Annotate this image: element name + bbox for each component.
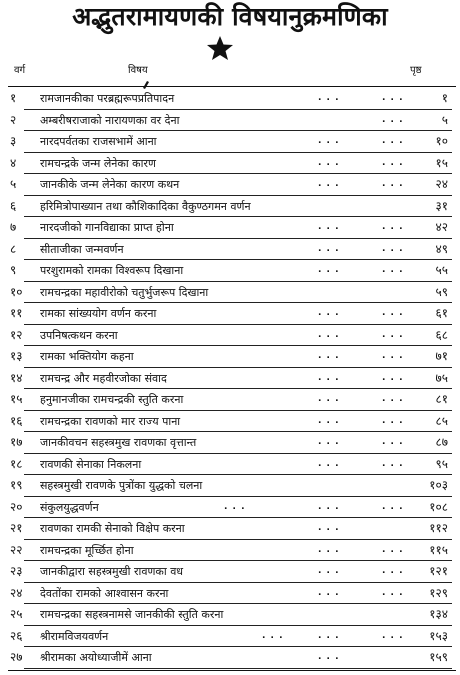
leader-dots: . . .: [382, 93, 404, 103]
page-number: ३१: [435, 198, 448, 213]
chapter-number: ९: [10, 263, 17, 277]
chapter-subject: रामचन्द्रका रावणको मार राज्य पाना: [40, 414, 181, 428]
chapter-subject: रावणकी सेनाका निकलना: [40, 457, 142, 471]
page-number: ७५: [435, 370, 448, 385]
contents-row: [0, 303, 460, 325]
leader-dots: . . .: [382, 157, 404, 168]
chapter-subject: नारदपर्वतका राजसभामें आना: [40, 135, 157, 148]
page-number: १०: [435, 134, 448, 148]
chapter-subject: श्रीरामका अयोध्याजीमें आना: [40, 651, 152, 664]
chapter-subject: अम्बरीषराजाको नारायणका वर देना: [40, 113, 180, 127]
page-number: ५: [441, 112, 448, 127]
header-rule: [8, 86, 456, 87]
leader-dots: . . .: [318, 222, 340, 232]
contents-row: [0, 475, 460, 497]
chapter-subject: रामचन्द्रका सहस्त्रनामसे जानकीकी स्तुति करना: [40, 608, 224, 621]
contents-row: [0, 626, 460, 648]
chapter-number: ११: [10, 306, 23, 320]
contents-row: [0, 110, 460, 132]
leader-dots: . . .: [382, 372, 404, 383]
chapter-subject: रामचन्द्रका मूर्च्छित होना: [40, 543, 134, 557]
chapter-number: २५: [10, 607, 23, 621]
contents-row: [0, 325, 460, 347]
row-divider: [24, 668, 452, 669]
page-number: ८१: [435, 392, 448, 406]
leader-dots: . . .: [382, 308, 404, 318]
leader-dots: . . .: [382, 566, 404, 576]
page-number: ११२: [429, 521, 448, 535]
chapter-subject: रामका भक्तियोग कहना: [40, 350, 134, 363]
page-number: ४२: [435, 220, 448, 234]
leader-dots: . . .: [382, 394, 404, 404]
chapter-number: १०: [10, 284, 23, 299]
page-number: १२९: [429, 585, 448, 600]
leader-dots: . . .: [318, 265, 340, 275]
leader-dots: . . .: [382, 222, 404, 232]
page-number: २४: [435, 177, 448, 191]
page-number: ५९: [435, 284, 448, 299]
chapter-subject: जानकीद्वारा सहस्त्रमुखी रावणका वध: [40, 565, 184, 578]
page-number: ९५: [435, 456, 448, 471]
page-number: ६८: [435, 327, 448, 342]
leader-dots: . . .: [318, 136, 340, 146]
contents-row: [0, 174, 460, 196]
chapter-number: १७: [10, 435, 23, 449]
leader-dots: . . .: [318, 329, 340, 340]
chapter-subject: रावणका रामकी सेनाको विक्षेप करना: [40, 522, 185, 535]
leader-dots: . . .: [382, 136, 404, 146]
leader-dots: . . .: [318, 394, 340, 404]
leader-dots: . . .: [318, 243, 340, 254]
leader-dots: . . .: [318, 437, 340, 447]
contents-row: [0, 604, 460, 626]
leader-dots: . . .: [224, 501, 246, 512]
leader-dots: . . .: [382, 544, 404, 555]
contents-row: [0, 346, 460, 368]
column-header-subject: विषय: [128, 65, 148, 76]
chapter-number: २२: [10, 542, 23, 557]
chapter-subject: हनुमानजीका रामचन्द्रकी स्तुति करना: [40, 393, 184, 406]
leader-dots: . . .: [318, 630, 340, 641]
chapter-subject: जानकीवचन सहस्त्रमुख रावणका वृत्तान्त: [40, 436, 197, 449]
leader-dots: . . .: [318, 415, 340, 426]
contents-row: [0, 260, 460, 282]
leader-dots: . . .: [382, 329, 404, 340]
leader-dots: . . .: [262, 630, 284, 641]
page-title: अद्भुतरामायणकी विषयानुक्रमणिका: [72, 2, 388, 31]
contents-row: [0, 411, 460, 433]
page-number: १५३: [429, 628, 448, 643]
leader-dots: . . .: [318, 351, 340, 361]
chapter-number: १: [10, 91, 17, 105]
page-number: ६१: [435, 306, 448, 320]
chapter-subject: उपनिषत्कथन करना: [40, 328, 118, 342]
page-number: १२१: [429, 564, 448, 578]
chapter-subject: रामचन्द्रका महावीरोको चतुर्भुजरूप दिखाना: [40, 285, 209, 299]
leader-dots: . . .: [318, 157, 340, 168]
contents-row: [0, 131, 460, 153]
leader-dots: . . .: [382, 630, 404, 641]
page-number: १५९: [429, 650, 448, 664]
contents-row: [0, 647, 460, 669]
leader-dots: . . .: [318, 587, 340, 598]
leader-dots: . . .: [382, 587, 404, 598]
contents-row: [0, 583, 460, 605]
page-number: १०८: [429, 499, 448, 514]
leader-dots: . . .: [382, 243, 404, 254]
leader-dots: . . .: [318, 523, 340, 533]
chapter-number: २: [10, 112, 17, 127]
chapter-number: १९: [10, 478, 23, 492]
leader-dots: . . .: [382, 458, 404, 469]
contents-row: [0, 153, 460, 175]
page-number: १५: [435, 155, 448, 170]
contents-row: [0, 432, 460, 454]
chapter-number: ७: [10, 220, 17, 234]
chapter-subject: श्रीरामविजयवर्णन: [40, 629, 109, 643]
chapter-number: २१: [10, 521, 23, 535]
leader-dots: . . .: [318, 652, 340, 662]
leader-dots: . . .: [382, 179, 404, 189]
chapter-number: ६: [10, 198, 17, 213]
chapter-subject: रामचन्द्रके जन्म लेनेका कारण: [40, 156, 156, 170]
leader-dots: . . .: [318, 501, 340, 512]
contents-row: [0, 217, 460, 239]
page-number: ८५: [435, 413, 448, 428]
chapter-subject: सीताजीका जन्मवर्णन: [40, 242, 124, 256]
contents-list: [0, 88, 460, 669]
chapter-subject: रामका सांख्ययोग वर्णन करना: [40, 307, 157, 320]
chapter-number: १२: [10, 327, 23, 342]
leader-dots: . . .: [318, 544, 340, 555]
chapter-subject: परशुरामको रामका विश्वरूप दिखाना: [40, 264, 184, 277]
contents-row: [0, 497, 460, 519]
star-ornament-icon: [206, 35, 234, 61]
chapter-number: १५: [10, 392, 23, 406]
chapter-subject: जानकीके जन्म लेनेका कारण कथन: [40, 178, 180, 191]
contents-row: [0, 518, 460, 540]
chapter-number: ३: [10, 134, 17, 148]
leader-dots: . . .: [382, 114, 404, 125]
column-header-chapter: वर्ग: [14, 65, 26, 76]
chapter-number: २७: [10, 650, 23, 664]
leader-dots: . . .: [382, 351, 404, 361]
contents-row: [0, 561, 460, 583]
leader-dots: . . .: [382, 437, 404, 447]
leader-dots: . . .: [318, 372, 340, 383]
chapter-number: ८: [10, 241, 17, 256]
chapter-number: ५: [10, 177, 17, 191]
contents-row: [0, 368, 460, 390]
contents-row: [0, 540, 460, 562]
chapter-number: २०: [10, 499, 23, 514]
contents-row: [0, 454, 460, 476]
leader-dots: . . .: [318, 93, 340, 103]
contents-row: [0, 282, 460, 304]
contents-row: [0, 389, 460, 411]
chapter-number: १८: [10, 456, 23, 471]
chapter-number: २४: [10, 585, 23, 600]
chapter-subject: देवतोंका रामको आश्वासन करना: [40, 586, 169, 600]
contents-row: [0, 239, 460, 261]
leader-dots: . . .: [318, 458, 340, 469]
chapter-number: २६: [10, 628, 23, 643]
page-number: ८७: [435, 435, 448, 449]
page-number: ११५: [429, 542, 448, 557]
page-number: १: [441, 91, 448, 105]
leader-dots: . . .: [318, 308, 340, 318]
column-header-page: पृष्ठ: [410, 65, 422, 76]
leader-dots: . . .: [318, 566, 340, 576]
chapter-subject: रामजानकीका परब्रह्मरूपप्रतिपादन: [40, 92, 175, 105]
chapter-number: ४: [10, 155, 17, 170]
chapter-number: २३: [10, 564, 23, 578]
page-number: १३४: [429, 607, 448, 621]
page-number: ५५: [435, 263, 448, 277]
chapter-number: १४: [10, 370, 23, 385]
page-number: ७१: [435, 349, 448, 363]
chapter-number: १३: [10, 349, 23, 363]
chapter-subject: रामचन्द्र और महवीरजोका संवाद: [40, 371, 167, 385]
chapter-subject: हरिमित्रोपाख्यान तथा कौशिकादिका वैकुण्ठगमन वर्णन: [40, 199, 251, 213]
chapter-subject: संकुलयुद्धवर्णन: [40, 500, 99, 514]
chapter-number: १६: [10, 413, 23, 428]
footer-rule: [8, 670, 456, 671]
leader-dots: . . .: [382, 265, 404, 275]
leader-dots: . . .: [382, 415, 404, 426]
chapter-subject: सहस्त्रमुखी रावणके पुत्रोंका युद्धको चलना: [40, 479, 203, 492]
page-number: १०३: [429, 478, 448, 492]
chapter-subject: नारदजीको गानविद्याका प्राप्त होना: [40, 221, 174, 234]
page-number: ४९: [435, 241, 448, 256]
leader-dots: . . .: [318, 179, 340, 189]
contents-row: [0, 88, 460, 110]
leader-dots: . . .: [382, 501, 404, 512]
contents-row: [0, 196, 460, 218]
